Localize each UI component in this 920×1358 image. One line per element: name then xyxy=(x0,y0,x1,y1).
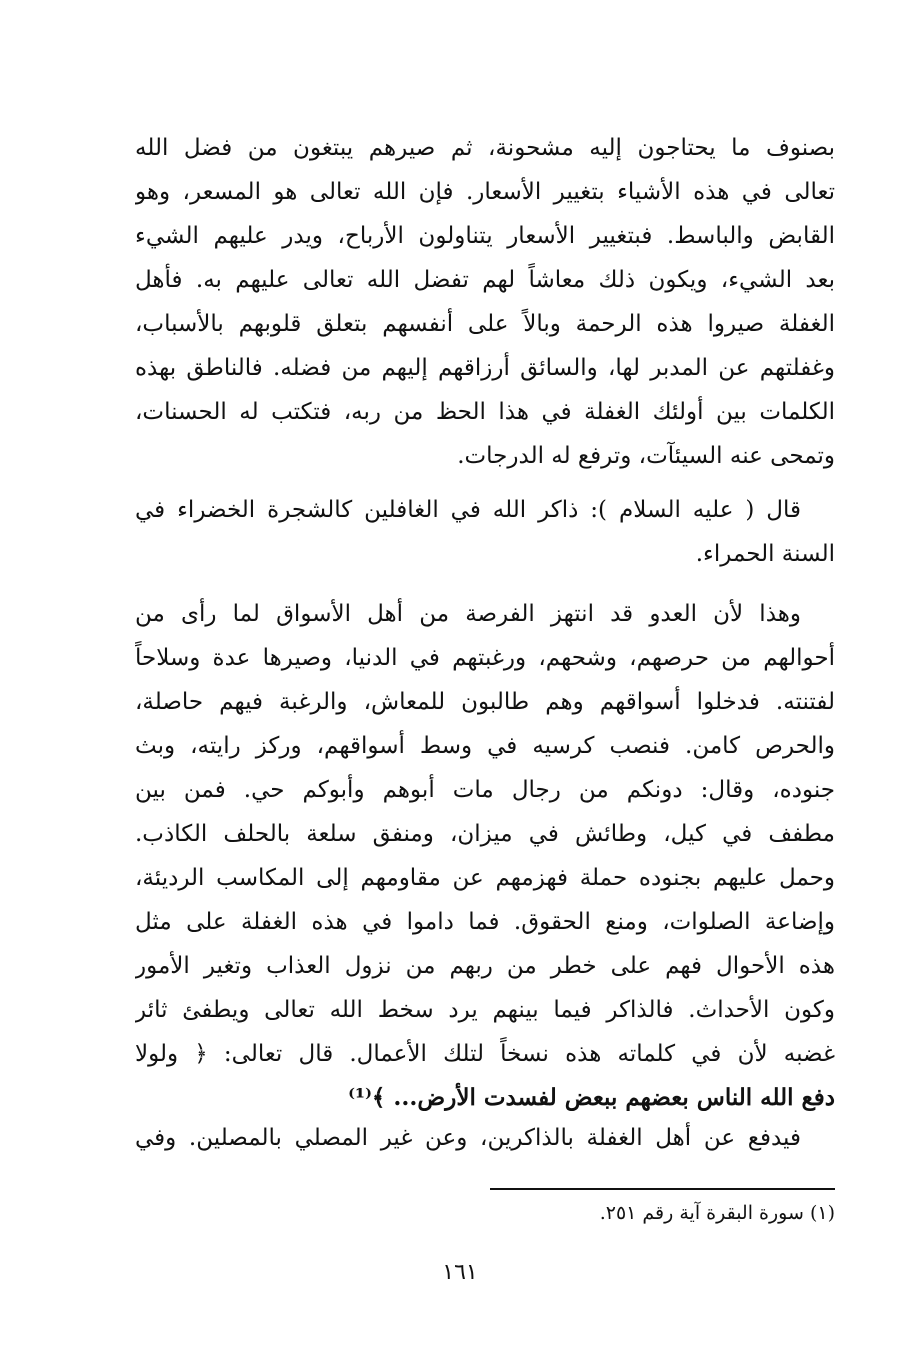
footnote: (١) سورة البقرة آية رقم ٢٥١. xyxy=(599,1202,835,1224)
text-line: بصنوف ما يحتاجون إليه مشحونة، ثم صيرهم يبتغون من فضل الله xyxy=(135,135,835,161)
text-line: وإضاعة الصلوات، ومنع الحقوق. فما داموا في هذه الغفلة على مثل xyxy=(135,909,835,935)
text-line: جنوده، وقال: دونكم من رجال مات أبوهم وأبوكم حي. فمن بين xyxy=(135,777,835,803)
text-line: وكون الأحداث. فالذاكر فيما بينهم يرد سخط الله تعالى ويطفئ ثائر xyxy=(135,997,835,1023)
text-line: قال ( عليه السلام ): ذاكر الله في الغافلين كالشجرة الخضراء في xyxy=(135,497,801,523)
text-line: فيدفع عن أهل الغفلة بالذاكرين، وعن غير المصلي بالمصلين. وفي xyxy=(135,1125,801,1151)
text-line: وحمل عليهم بجنوده حملة فهزمهم عن مقاومهم إلى المكاسب الرديئة، xyxy=(135,865,835,891)
text-line: غضبه لأن في كلماته هذه نسخاً لتلك الأعمال. قال تعالى: ﴿ ولولا xyxy=(135,1041,835,1067)
text-line: السنة الحمراء. xyxy=(695,541,835,567)
paragraph-1 xyxy=(135,126,835,478)
paragraph-3 xyxy=(135,592,835,1120)
text-line: والحرص كامن. فنصب كرسيه في وسط أسواقهم، وركز رايته، وبث xyxy=(135,733,835,759)
text-line: أحوالهم من حرصهم، وشحهم، ورغبتهم في الدنيا، وصيرها عدة وسلاحاً xyxy=(135,645,835,671)
paragraph-2 xyxy=(135,488,835,576)
text-line: القابض والباسط. فبتغيير الأسعار يتناولون الأرباح، ويدر عليهم الشيء xyxy=(135,223,835,249)
text-line: لفتنته. فدخلوا أسواقهم وهم طالبون للمعاش، والرغبة فيهم حاصلة، xyxy=(135,689,835,715)
text-line: مطفف في كيل، وطائش في ميزان، ومنفق سلعة بالحلف الكاذب. xyxy=(135,821,835,847)
text-line: هذه الأحوال فهم على خطر من ربهم من نزول العذاب وتغير الأمور xyxy=(135,953,835,979)
text-line: تعالى في هذه الأشياء بتغيير الأسعار. فإن الله تعالى هو المسعر، وهو xyxy=(135,179,835,205)
paragraph-4 xyxy=(135,1116,835,1160)
page-number: ١٦١ xyxy=(442,1260,478,1285)
text-line: بعد الشيء، ويكون ذلك معاشاً لهم تفضل الله تعالى عليهم به. فأهل xyxy=(135,267,835,293)
text-line: وغفلتهم عن المدبر لها، والسائق أرزاقهم إليهم من فضله. فالناطق بهذه xyxy=(135,355,835,381)
footnote-divider xyxy=(490,1188,835,1190)
quran-verse-line: دفع الله الناس بعضهم ببعض لفسدت الأرض... ﴾⁽¹⁾ xyxy=(348,1084,835,1111)
text-line: وتمحى عنه السيئآت، وترفع له الدرجات. xyxy=(457,443,835,469)
text-line: الكلمات بين أولئك الغفلة في هذا الحظ من ربه، فتكتب له الحسنات، xyxy=(135,399,835,425)
text-line: الغفلة صيروا هذه الرحمة وبالاً على أنفسهم بتعلق قلوبهم بالأسباب، xyxy=(135,311,835,337)
text-line: وهذا لأن العدو قد انتهز الفرصة من أهل الأسواق لما رأى من xyxy=(135,601,801,627)
